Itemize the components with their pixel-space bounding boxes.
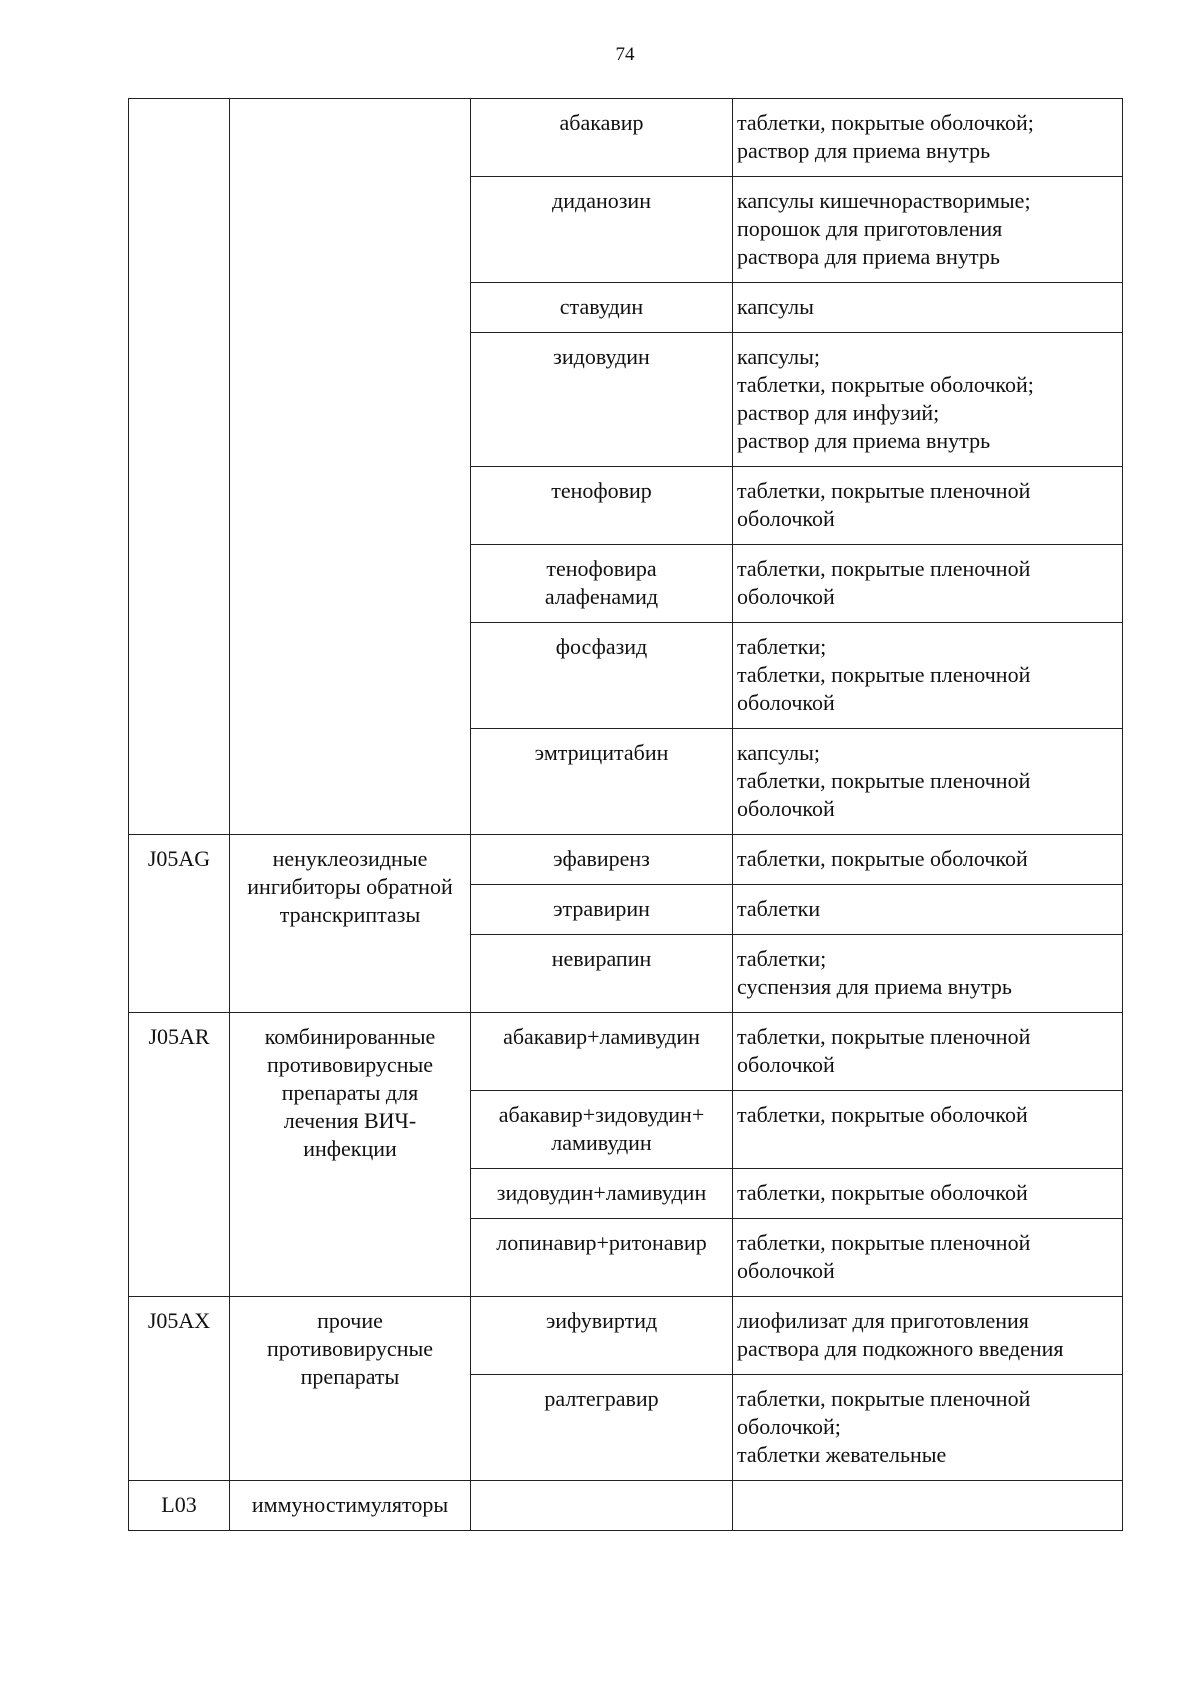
drug-name-cell: фосфазид (471, 623, 733, 729)
group-cell: прочие противовирусные препараты (230, 1297, 471, 1481)
dosage-form-cell: капсулы; таблетки, покрытые оболочкой; раствор для инфузий; раствор для приема внутрь (733, 333, 1123, 467)
drug-name-cell: эмтрицитабин (471, 729, 733, 835)
table-row (129, 1481, 1123, 1531)
dosage-form-cell: капсулы (733, 283, 1123, 333)
drug-name-cell: ралтегравир (471, 1375, 733, 1481)
atc-code-cell: J05AX (129, 1297, 230, 1481)
group-cell: комбинированные противовирусные препараты для лечения ВИЧ- инфекции (230, 1013, 471, 1297)
drug-name-cell (471, 1481, 733, 1531)
table-row (129, 99, 1123, 177)
drug-name-cell: невирапин (471, 935, 733, 1013)
drug-name-cell: тенофовира алафенамид (471, 545, 733, 623)
group-cell: иммуностимуляторы (230, 1481, 471, 1531)
drug-name-cell: ставудин (471, 283, 733, 333)
table-row (129, 1297, 1123, 1375)
dosage-form-cell: таблетки (733, 885, 1123, 935)
drug-name-cell: лопинавир+ритонавир (471, 1219, 733, 1297)
drug-name-cell: абакавир (471, 99, 733, 177)
dosage-form-cell: таблетки, покрытые оболочкой; раствор для приема внутрь (733, 99, 1123, 177)
table-row (129, 835, 1123, 885)
dosage-form-cell: таблетки, покрытые оболочкой (733, 1091, 1123, 1169)
dosage-form-cell: лиофилизат для приготовления раствора для подкожного введения (733, 1297, 1123, 1375)
drug-name-cell: абакавир+ламивудин (471, 1013, 733, 1091)
dosage-form-cell: таблетки, покрытые оболочкой (733, 1169, 1123, 1219)
drug-name-cell: этравирин (471, 885, 733, 935)
dosage-form-cell: таблетки, покрытые пленочной оболочкой (733, 545, 1123, 623)
drug-table (128, 98, 1123, 1531)
dosage-form-cell: таблетки; таблетки, покрытые пленочной оболочкой (733, 623, 1123, 729)
dosage-form-cell: капсулы; таблетки, покрытые пленочной оболочкой (733, 729, 1123, 835)
dosage-form-cell: таблетки, покрытые оболочкой (733, 835, 1123, 885)
drug-name-cell: зидовудин (471, 333, 733, 467)
drug-name-cell: зидовудин+ламивудин (471, 1169, 733, 1219)
dosage-form-cell (733, 1481, 1123, 1531)
dosage-form-cell: таблетки; суспензия для приема внутрь (733, 935, 1123, 1013)
atc-code-cell (129, 99, 230, 835)
dosage-form-cell: таблетки, покрытые пленочной оболочкой (733, 1219, 1123, 1297)
group-cell (230, 99, 471, 835)
drug-name-cell: абакавир+зидовудин+ ламивудин (471, 1091, 733, 1169)
table-row (129, 1013, 1123, 1091)
dosage-form-cell: таблетки, покрытые пленочной оболочкой; таблетки жевательные (733, 1375, 1123, 1481)
atc-code-cell: L03 (129, 1481, 230, 1531)
drug-name-cell: диданозин (471, 177, 733, 283)
dosage-form-cell: таблетки, покрытые пленочной оболочкой (733, 467, 1123, 545)
dosage-form-cell: капсулы кишечнорастворимые; порошок для приготовления раствора для приема внутрь (733, 177, 1123, 283)
dosage-form-cell: таблетки, покрытые пленочной оболочкой (733, 1013, 1123, 1091)
group-cell: ненуклеозидные ингибиторы обратной транскриптазы (230, 835, 471, 1013)
atc-code-cell: J05AR (129, 1013, 230, 1297)
page-number: 74 (615, 44, 635, 65)
drug-name-cell: эфавиренз (471, 835, 733, 885)
atc-code-cell: J05AG (129, 835, 230, 1013)
drug-name-cell: эифувиртид (471, 1297, 733, 1375)
drug-name-cell: тенофовир (471, 467, 733, 545)
